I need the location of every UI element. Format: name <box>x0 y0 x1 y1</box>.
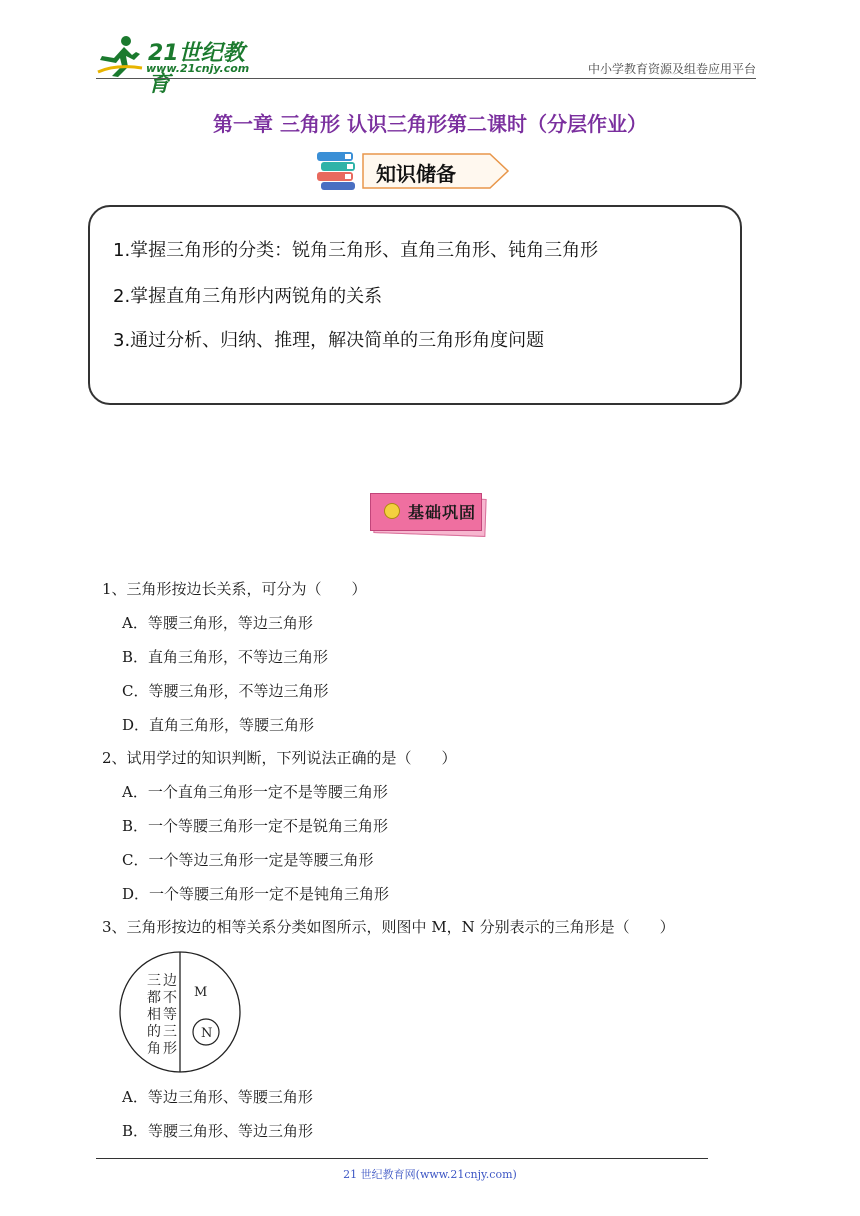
diagram-label-n: N <box>201 1026 213 1041</box>
bulb-icon <box>384 503 400 519</box>
logo-brand: 21世纪教育 <box>148 41 245 97</box>
question-3-stem: 3、三角形按边的相等关系分类如图所示，则图中 M，N 分别表示的三角形是（ ） <box>102 918 675 936</box>
page-title: 第一章 三角形 认识三角形第二课时（分层作业） <box>213 112 647 136</box>
objective-item-3: 3.通过分析、归纳、推理，解决简单的三角形角度问题 <box>113 330 545 351</box>
diagram-char-5a: 角 <box>147 1041 161 1057</box>
question-2-option-c: C．一个等边三角形一定是等腰三角形 <box>122 851 374 869</box>
diagram-char-4b: 三 <box>163 1024 177 1040</box>
diagram-char-1b: 边 <box>163 973 177 989</box>
diagram-char-2b: 不 <box>163 990 177 1006</box>
question-1-option-b: B．直角三角形，不等边三角形 <box>122 648 329 666</box>
diagram-char-3b: 等 <box>163 1007 177 1023</box>
site-logo <box>96 32 266 97</box>
logo-url: www.21cnjy.com <box>146 62 250 75</box>
question-1-stem: 1、三角形按边长关系，可分为（ ） <box>102 580 367 598</box>
triangle-classification-diagram <box>118 950 244 1074</box>
knowledge-tag-label: 知识储备 <box>376 162 456 186</box>
diagram-char-5b: 形 <box>163 1041 177 1057</box>
diagram-char-3a: 相 <box>147 1007 161 1023</box>
books-icon <box>315 150 359 192</box>
section-badge <box>370 493 488 537</box>
footer-link[interactable]: 21 世纪教育网(www.21cnjy.com) <box>343 1168 517 1181</box>
question-1-option-d: D．直角三角形，等腰三角形 <box>122 716 315 734</box>
question-2-option-d: D．一个等腰三角形一定不是钝角三角形 <box>122 885 390 903</box>
question-2-stem: 2、试用学过的知识判断，下列说法正确的是（ ） <box>102 749 457 767</box>
question-3-option-b: B．等腰三角形、等边三角形 <box>122 1122 314 1140</box>
diagram-char-4a: 的 <box>147 1024 161 1040</box>
diagram-char-1a: 三 <box>147 973 161 989</box>
question-1-option-c: C．等腰三角形，不等边三角形 <box>122 682 329 700</box>
objective-item-2: 2.掌握直角三角形内两锐角的关系 <box>113 286 383 307</box>
question-1-option-a: A．等腰三角形，等边三角形 <box>122 614 313 632</box>
header-divider <box>96 78 756 79</box>
badge-label: 基础巩固 <box>408 503 477 522</box>
question-2-option-b: B．一个等腰三角形一定不是锐角三角形 <box>122 817 389 835</box>
footer-divider <box>96 1158 708 1159</box>
objective-item-1: 1.掌握三角形的分类：锐角三角形、直角三角形、钝角三角形 <box>113 240 599 261</box>
diagram-char-2a: 都 <box>147 990 161 1006</box>
platform-name: 中小学教育资源及组卷应用平台 <box>587 62 756 76</box>
question-3-option-a: A．等边三角形、等腰三角形 <box>122 1088 313 1106</box>
runner-icon <box>96 34 146 78</box>
diagram-label-m: M <box>194 985 208 1000</box>
question-2-option-a: A．一个直角三角形一定不是等腰三角形 <box>122 783 388 801</box>
